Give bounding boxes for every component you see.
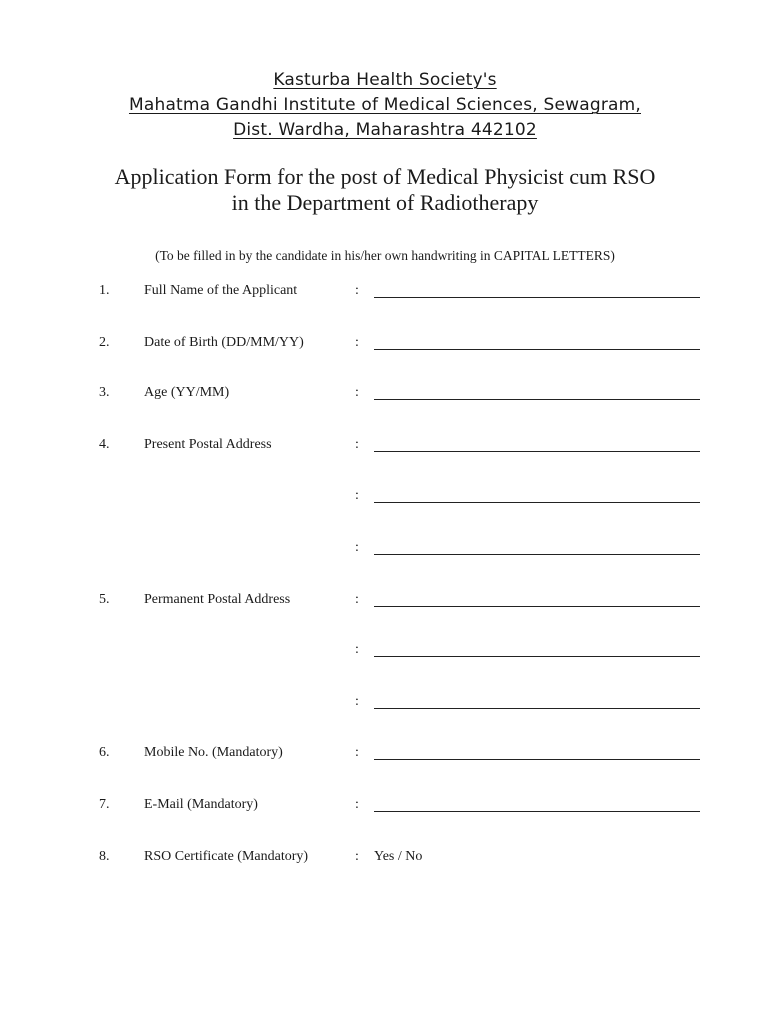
field-mobile — [0, 745, 770, 765]
field-permanent-address-cont-1 — [0, 642, 770, 662]
field-colon: : — [355, 592, 359, 607]
field-colon: : — [355, 849, 359, 864]
permanent-address-line-2[interactable] — [374, 656, 700, 657]
field-present-address-cont-1 — [0, 488, 770, 508]
field-number: 6. — [99, 745, 110, 760]
form-title-line-1: Application Form for the post of Medical Physicist cum RSO — [114, 164, 656, 189]
present-address-line-3[interactable] — [374, 554, 700, 555]
field-colon: : — [355, 437, 359, 452]
field-full-name — [0, 283, 770, 303]
age-line[interactable] — [374, 399, 700, 400]
field-number: 5. — [99, 592, 110, 607]
form-title-line-2: in the Department of Radiotherapy — [231, 190, 539, 215]
field-colon: : — [355, 745, 359, 760]
field-colon: : — [355, 385, 359, 400]
date-of-birth-line[interactable] — [374, 349, 700, 350]
field-date-of-birth — [0, 335, 770, 355]
permanent-address-line-3[interactable] — [374, 708, 700, 709]
field-rso-certificate — [0, 849, 770, 869]
full-name-line[interactable] — [374, 297, 700, 298]
rso-certificate-choice[interactable]: Yes / No — [374, 849, 423, 864]
field-permanent-address — [0, 592, 770, 612]
field-label: Date of Birth (DD/MM/YY) — [144, 335, 304, 350]
field-label: Full Name of the Applicant — [144, 283, 298, 298]
field-label: Permanent Postal Address — [144, 592, 291, 607]
field-number: 4. — [99, 437, 110, 452]
permanent-address-line-1[interactable] — [374, 606, 700, 607]
field-number: 1. — [99, 283, 110, 298]
society-name: Kasturba Health Society's — [273, 70, 497, 90]
field-label: E-Mail (Mandatory) — [144, 797, 258, 812]
field-colon: : — [355, 797, 359, 812]
institution-header — [0, 68, 770, 143]
field-colon: : — [355, 540, 359, 555]
mobile-line[interactable] — [374, 759, 700, 760]
present-address-line-2[interactable] — [374, 502, 700, 503]
field-present-address-cont-2 — [0, 540, 770, 560]
field-email — [0, 797, 770, 817]
form-title — [0, 164, 770, 216]
field-number: 3. — [99, 385, 110, 400]
field-colon: : — [355, 488, 359, 503]
field-colon: : — [355, 283, 359, 298]
present-address-line-1[interactable] — [374, 451, 700, 452]
field-number: 8. — [99, 849, 110, 864]
institute-address: Dist. Wardha, Maharashtra 442102 — [233, 120, 537, 140]
field-age — [0, 385, 770, 405]
field-label: Present Postal Address — [144, 437, 272, 452]
field-colon: : — [355, 642, 359, 657]
field-label: RSO Certificate (Mandatory) — [144, 849, 309, 864]
field-permanent-address-cont-2 — [0, 694, 770, 714]
field-present-address — [0, 437, 770, 457]
field-colon: : — [355, 694, 359, 709]
field-colon: : — [355, 335, 359, 350]
form-instruction: (To be filled in by the candidate in his/her own handwriting in CAPITAL LETTERS) — [155, 248, 615, 263]
field-label: Age (YY/MM) — [144, 385, 230, 400]
field-label: Mobile No. (Mandatory) — [144, 745, 283, 760]
institute-name: Mahatma Gandhi Institute of Medical Sciences, Sewagram, — [128, 95, 641, 115]
field-number: 7. — [99, 797, 110, 812]
field-number: 2. — [99, 335, 110, 350]
email-line[interactable] — [374, 811, 700, 812]
